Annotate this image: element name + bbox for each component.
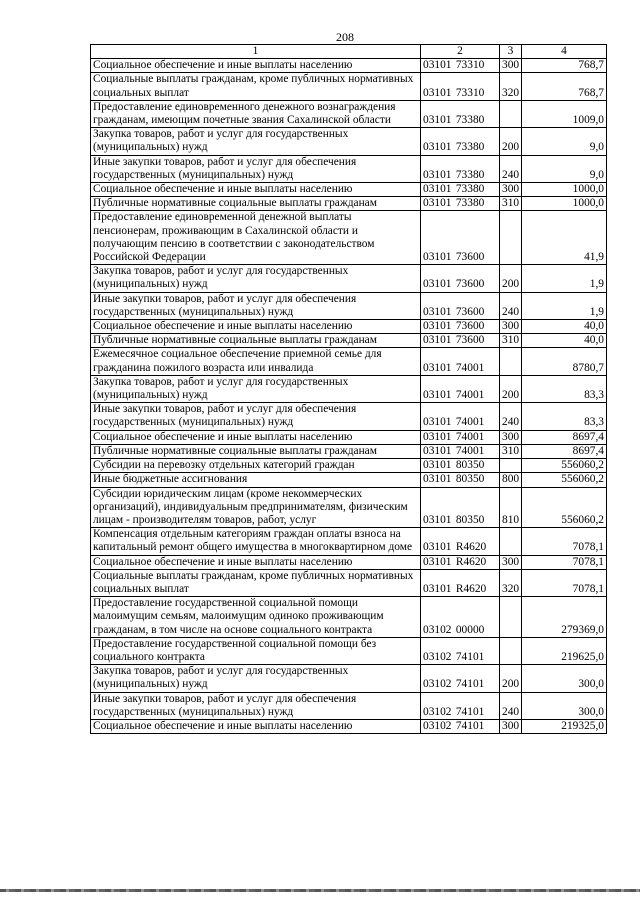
direction-code: 74001 — [455, 430, 485, 443]
expense-type-code: 240 — [500, 292, 522, 319]
expense-item-name: Субсидии на перевозку отдельных категорий граждан — [91, 459, 421, 473]
direction-code: 73310 — [455, 86, 485, 99]
amount-value: 300,0 — [522, 692, 607, 719]
expense-item-name: Предоставление единовременного денежного вознаграждения гражданам, имеющим почетные звания Сахалинской области — [91, 100, 421, 127]
amount-value: 7078,1 — [522, 569, 607, 596]
program-code: 03101 — [423, 473, 452, 486]
amount-value: 768,7 — [522, 73, 607, 100]
direction-code: 73380 — [455, 114, 485, 127]
target-article-code — [421, 334, 500, 348]
table-row — [91, 73, 607, 100]
program-code: 03101 — [423, 141, 452, 154]
amount-value: 1,9 — [522, 292, 607, 319]
direction-code: 73600 — [455, 251, 485, 264]
expense-type-code: 320 — [500, 569, 522, 596]
target-article-code — [421, 211, 500, 265]
amount-value: 7078,1 — [522, 528, 607, 555]
target-article-code — [421, 375, 500, 402]
target-article-code — [421, 692, 500, 719]
target-article-code — [421, 197, 500, 211]
program-code: 03101 — [423, 430, 452, 443]
table-row — [91, 597, 607, 638]
table-row — [91, 59, 607, 73]
expense-type-code: 300 — [500, 430, 522, 444]
direction-code: 73380 — [455, 183, 485, 196]
program-code: 03102 — [423, 705, 452, 718]
expense-type-code: 240 — [500, 692, 522, 719]
table-row — [91, 459, 607, 473]
amount-value: 219325,0 — [522, 719, 607, 733]
expense-type-code: 300 — [500, 719, 522, 733]
program-code: 03101 — [423, 251, 452, 264]
expense-item-name: Социальные выплаты гражданам, кроме публичных нормативных социальных выплат — [91, 73, 421, 100]
target-article-code — [421, 155, 500, 182]
target-article-code — [421, 569, 500, 596]
expense-item-name: Иные закупки товаров, работ и услуг для обеспечения государственных (муниципальных) нужд — [91, 403, 421, 430]
program-code: 03101 — [423, 582, 452, 595]
header-row — [91, 45, 607, 59]
direction-code: 00000 — [455, 623, 485, 636]
expense-type-code: 310 — [500, 444, 522, 458]
column-header-4: 4 — [522, 45, 607, 59]
expense-type-code: 810 — [500, 487, 522, 528]
table-row — [91, 100, 607, 127]
target-article-code — [421, 73, 500, 100]
target-article-code — [421, 444, 500, 458]
expense-item-name: Предоставление государственной социальной помощи малоимущим семьям, малоимущим одиноко проживающим гражданам, в том числе на основе социального контракта — [91, 597, 421, 638]
amount-value: 8697,4 — [522, 430, 607, 444]
program-code: 03101 — [423, 389, 452, 402]
expense-type-code: 320 — [500, 73, 522, 100]
expense-type-code — [500, 597, 522, 638]
table-row — [91, 375, 607, 402]
target-article-code — [421, 100, 500, 127]
amount-value: 556060,2 — [522, 487, 607, 528]
expense-item-name: Социальное обеспечение и иные выплаты населению — [91, 59, 421, 73]
target-article-code — [421, 403, 500, 430]
amount-value: 9,0 — [522, 128, 607, 155]
target-article-code — [421, 637, 500, 664]
expense-type-code — [500, 100, 522, 127]
target-article-code — [421, 473, 500, 487]
amount-value: 9,0 — [522, 155, 607, 182]
expense-item-name: Социальное обеспечение и иные выплаты населению — [91, 430, 421, 444]
budget-table — [90, 44, 607, 734]
program-code: 03101 — [423, 183, 452, 196]
direction-code: 74101 — [455, 719, 485, 732]
target-article-code — [421, 59, 500, 73]
expense-item-name: Социальные выплаты гражданам, кроме публичных нормативных социальных выплат — [91, 569, 421, 596]
amount-value: 1,9 — [522, 265, 607, 292]
program-code: 03101 — [423, 305, 452, 318]
expense-type-code — [500, 637, 522, 664]
target-article-code — [421, 528, 500, 555]
column-header-3: 3 — [500, 45, 522, 59]
expense-item-name: Закупка товаров, работ и услуг для государственных (муниципальных) нужд — [91, 375, 421, 402]
expense-type-code: 300 — [500, 59, 522, 73]
expense-item-name: Иные закупки товаров, работ и услуг для обеспечения государственных (муниципальных) нужд — [91, 292, 421, 319]
direction-code: 73600 — [455, 305, 485, 318]
table-row — [91, 637, 607, 664]
target-article-code — [421, 430, 500, 444]
amount-value: 556060,2 — [522, 473, 607, 487]
expense-item-name: Ежемесячное социальное обеспечение приемной семье для гражданина пожилого возраста или инвалида — [91, 348, 421, 375]
table-row — [91, 528, 607, 555]
program-code: 03101 — [423, 278, 452, 291]
table-row — [91, 155, 607, 182]
amount-value: 300,0 — [522, 665, 607, 692]
page-number: 208 — [336, 30, 354, 44]
target-article-code — [421, 597, 500, 638]
expense-item-name: Предоставление единовременной денежной выплаты пенсионерам, проживающим в Сахалинской области и получающим пенсию в соответствии с законодательством Российской Федерации — [91, 211, 421, 265]
expense-type-code: 200 — [500, 375, 522, 402]
program-code: 03101 — [423, 416, 452, 429]
table-row — [91, 292, 607, 319]
program-code: 03102 — [423, 719, 452, 732]
direction-code: 73600 — [455, 278, 485, 291]
program-code: 03101 — [423, 114, 452, 127]
program-code: 03101 — [423, 459, 452, 472]
table-row — [91, 719, 607, 733]
direction-code: 80350 — [455, 473, 485, 486]
table-row — [91, 569, 607, 596]
expense-item-name: Закупка товаров, работ и услуг для государственных (муниципальных) нужд — [91, 265, 421, 292]
expense-item-name: Публичные нормативные социальные выплаты гражданам — [91, 444, 421, 458]
program-code: 03101 — [423, 513, 452, 526]
target-article-code — [421, 320, 500, 334]
program-code: 03101 — [423, 59, 452, 72]
expense-item-name: Иные закупки товаров, работ и услуг для обеспечения государственных (муниципальных) нужд — [91, 155, 421, 182]
direction-code: R4620 — [455, 541, 487, 554]
table-row — [91, 348, 607, 375]
program-code: 03101 — [423, 197, 452, 210]
table-row — [91, 265, 607, 292]
table-row — [91, 555, 607, 569]
target-article-code — [421, 719, 500, 733]
direction-code: 74101 — [455, 678, 485, 691]
direction-code: 74001 — [455, 361, 485, 374]
program-code: 03102 — [423, 650, 452, 663]
program-code: 03101 — [423, 320, 452, 333]
direction-code: 80350 — [455, 459, 485, 472]
table-row — [91, 183, 607, 197]
target-article-code — [421, 348, 500, 375]
amount-value: 8780,7 — [522, 348, 607, 375]
expense-item-name: Публичные нормативные социальные выплаты гражданам — [91, 197, 421, 211]
expense-type-code: 800 — [500, 473, 522, 487]
direction-code: 73380 — [455, 141, 485, 154]
target-article-code — [421, 487, 500, 528]
table-row — [91, 665, 607, 692]
table-row — [91, 211, 607, 265]
direction-code: 74001 — [455, 389, 485, 402]
table-row — [91, 197, 607, 211]
program-code: 03101 — [423, 168, 452, 181]
expense-item-name: Публичные нормативные социальные выплаты гражданам — [91, 334, 421, 348]
column-header-1: 1 — [91, 45, 421, 59]
amount-value: 40,0 — [522, 334, 607, 348]
direction-code: 80350 — [455, 513, 485, 526]
expense-type-code: 200 — [500, 265, 522, 292]
target-article-code — [421, 183, 500, 197]
program-code: 03101 — [423, 555, 452, 568]
expense-type-code: 310 — [500, 197, 522, 211]
amount-value: 40,0 — [522, 320, 607, 334]
expense-type-code — [500, 348, 522, 375]
expense-type-code: 200 — [500, 128, 522, 155]
expense-type-code — [500, 459, 522, 473]
program-code: 03101 — [423, 334, 452, 347]
expense-item-name: Предоставление государственной социальной помощи без социального контракта — [91, 637, 421, 664]
direction-code: R4620 — [455, 582, 487, 595]
direction-code: 74101 — [455, 650, 485, 663]
amount-value: 8697,4 — [522, 444, 607, 458]
scan-edge-divider — [0, 889, 640, 892]
expense-type-code: 240 — [500, 403, 522, 430]
table-row — [91, 320, 607, 334]
table-row — [91, 334, 607, 348]
amount-value: 219625,0 — [522, 637, 607, 664]
table-row — [91, 444, 607, 458]
expense-type-code — [500, 528, 522, 555]
expense-item-name: Иные закупки товаров, работ и услуг для обеспечения государственных (муниципальных) нужд — [91, 692, 421, 719]
amount-value: 1009,0 — [522, 100, 607, 127]
expense-item-name: Социальное обеспечение и иные выплаты населению — [91, 183, 421, 197]
expense-item-name: Субсидии юридическим лицам (кроме некоммерческих организаций), индивидуальным предпринимателям, физическим лицам - производителям товаров, работ, услуг — [91, 487, 421, 528]
expense-item-name: Закупка товаров, работ и услуг для государственных (муниципальных) нужд — [91, 665, 421, 692]
expense-type-code: 200 — [500, 665, 522, 692]
table-row — [91, 473, 607, 487]
amount-value: 41,9 — [522, 211, 607, 265]
amount-value: 83,3 — [522, 403, 607, 430]
program-code: 03102 — [423, 623, 452, 636]
table-row — [91, 692, 607, 719]
expense-type-code: 300 — [500, 183, 522, 197]
table-row — [91, 128, 607, 155]
expense-type-code: 240 — [500, 155, 522, 182]
table-row — [91, 430, 607, 444]
expense-item-name: Социальное обеспечение и иные выплаты населению — [91, 555, 421, 569]
target-article-code — [421, 128, 500, 155]
target-article-code — [421, 665, 500, 692]
amount-value: 7078,1 — [522, 555, 607, 569]
direction-code: 74101 — [455, 705, 485, 718]
amount-value: 556060,2 — [522, 459, 607, 473]
direction-code: 73600 — [455, 334, 485, 347]
program-code: 03101 — [423, 86, 452, 99]
direction-code: 74001 — [455, 416, 485, 429]
table-row — [91, 487, 607, 528]
direction-code: 74001 — [455, 444, 485, 457]
direction-code: 73310 — [455, 59, 485, 72]
target-article-code — [421, 265, 500, 292]
amount-value: 768,7 — [522, 59, 607, 73]
program-code: 03101 — [423, 361, 452, 374]
table-row — [91, 403, 607, 430]
target-article-code — [421, 459, 500, 473]
program-code: 03101 — [423, 541, 452, 554]
direction-code: 73380 — [455, 197, 485, 210]
expense-type-code: 300 — [500, 320, 522, 334]
column-header-2: 2 — [421, 45, 500, 59]
expense-type-code: 300 — [500, 555, 522, 569]
direction-code: R4620 — [455, 555, 487, 568]
program-code: 03102 — [423, 678, 452, 691]
amount-value: 83,3 — [522, 375, 607, 402]
table-body — [91, 59, 607, 734]
expense-item-name: Социальное обеспечение и иные выплаты населению — [91, 719, 421, 733]
target-article-code — [421, 292, 500, 319]
direction-code: 73600 — [455, 320, 485, 333]
direction-code: 73380 — [455, 168, 485, 181]
amount-value: 279369,0 — [522, 597, 607, 638]
expense-item-name: Социальное обеспечение и иные выплаты населению — [91, 320, 421, 334]
target-article-code — [421, 555, 500, 569]
expense-type-code: 310 — [500, 334, 522, 348]
expense-item-name: Компенсация отдельным категориям граждан оплаты взноса на капитальный ремонт общего имущества в многоквартирном доме — [91, 528, 421, 555]
program-code: 03101 — [423, 444, 452, 457]
expense-item-name: Иные бюджетные ассигнования — [91, 473, 421, 487]
amount-value: 1000,0 — [522, 183, 607, 197]
expense-type-code — [500, 211, 522, 265]
expense-item-name: Закупка товаров, работ и услуг для государственных (муниципальных) нужд — [91, 128, 421, 155]
amount-value: 1000,0 — [522, 197, 607, 211]
